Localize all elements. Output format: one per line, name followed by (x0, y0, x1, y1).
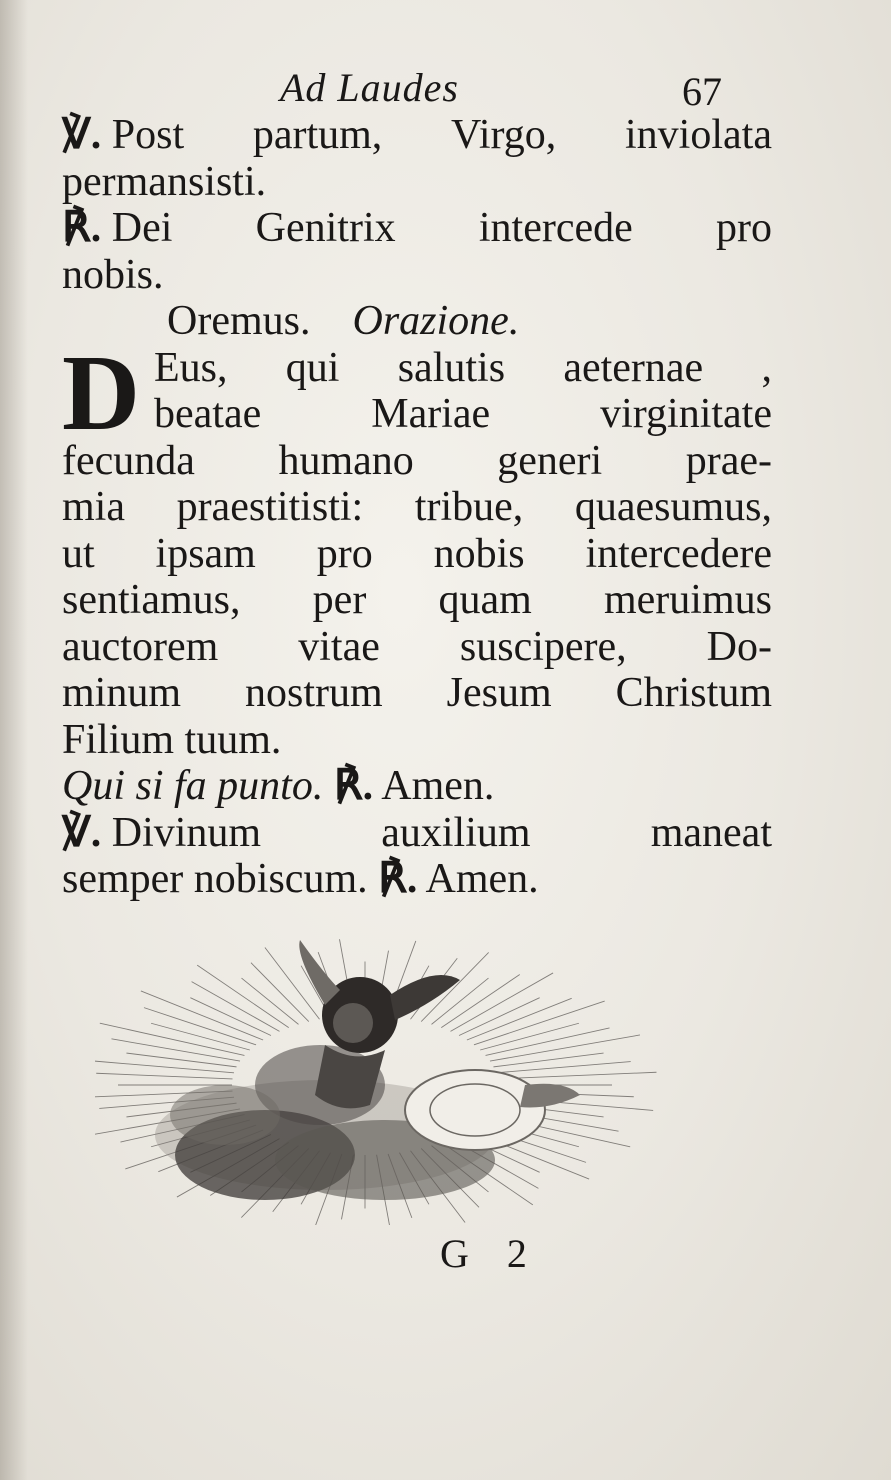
engraving-ray (467, 998, 572, 1040)
word: qui (285, 344, 340, 391)
oremus-italian: Orazione. (352, 298, 520, 344)
prayer-line-5 (62, 531, 772, 578)
word: nostrum (245, 670, 383, 716)
versicle-symbol: ℣. (62, 809, 102, 856)
word: , (761, 344, 772, 391)
versicle-symbol: ℣. (62, 112, 102, 158)
word: Jesum (446, 670, 552, 716)
word: quaesumus, (574, 484, 772, 530)
versicle-line-1 (62, 112, 772, 159)
response-line-1 (62, 205, 772, 252)
word: Mariae (371, 391, 491, 437)
prayer-line-9: Filium tuum. (62, 716, 282, 763)
spine-shadow (0, 0, 28, 1480)
prayer-line-1 (62, 345, 772, 392)
word: generi (497, 437, 603, 484)
word: Eus, (154, 344, 228, 391)
word: humano (278, 437, 414, 484)
word: nobis (433, 530, 525, 577)
word: pro (716, 205, 772, 251)
word: suscipere, (459, 623, 627, 670)
engraving-ray (100, 1023, 245, 1055)
response-symbol: ℟. (333, 763, 374, 809)
word: Do- (706, 623, 772, 670)
word: intercedere (585, 530, 772, 577)
word: prae- (685, 437, 772, 484)
word: Christum (615, 670, 772, 716)
word: inviolata (625, 112, 772, 158)
prayer-line-7 (62, 624, 772, 671)
word: Divinum (111, 809, 262, 856)
versicle2-line-1 (62, 810, 772, 857)
versicle2-text: semper nobiscum. (62, 856, 368, 902)
word: mia (62, 484, 125, 530)
engraving-ray (497, 1072, 656, 1079)
cherub-vignette-image (95, 935, 665, 1225)
word: auctorem (62, 623, 219, 670)
word: per (312, 577, 367, 623)
word: meruimus (604, 577, 772, 623)
word: pro (316, 530, 373, 577)
text-block (62, 112, 772, 903)
engraving-ray (490, 1035, 640, 1061)
word: partum, (252, 112, 383, 158)
prayer-line-3 (62, 438, 772, 485)
engraving-ray (192, 982, 280, 1032)
word: beatae (154, 391, 262, 437)
word: aeternae (563, 344, 704, 391)
word: fecunda (62, 437, 195, 484)
versicle2-line-2 (62, 856, 772, 903)
page-number: 67 (682, 69, 722, 114)
prayer-line-6 (62, 577, 772, 624)
engraving-ray (141, 991, 263, 1040)
rubric-response: Amen. (381, 763, 495, 809)
running-head: Ad Laudes (280, 65, 459, 110)
prayer-line-8 (62, 670, 772, 717)
prayer-line-4 (62, 484, 772, 531)
word: salutis (397, 344, 506, 391)
word: vitae (298, 623, 380, 670)
word: tribue, (414, 484, 524, 530)
engraving-ray (450, 973, 553, 1031)
word: sentiamus, (62, 577, 241, 623)
word: ipsam (155, 530, 256, 577)
word: quam (438, 577, 532, 623)
response-symbol: ℟. (378, 856, 418, 902)
prayer-line-2 (62, 391, 772, 438)
engraving-ray (95, 1060, 234, 1073)
word: virginitate (600, 391, 772, 437)
engraving-ray (197, 965, 289, 1028)
versicle-line-2: permansisti. (62, 158, 267, 205)
versicle2-response: Amen. (425, 856, 539, 902)
engraving-ray (251, 963, 309, 1022)
word: intercede (478, 205, 633, 251)
rubric-italic: Qui si fa punto. (62, 763, 324, 809)
response-symbol: ℟. (62, 205, 102, 251)
drop-cap: D (62, 333, 140, 453)
oremus-line (62, 298, 772, 345)
word: ut (62, 530, 95, 577)
engraving-ray (96, 1073, 232, 1079)
word: minum (62, 670, 182, 716)
response-line-2: nobis. (62, 251, 164, 298)
word: Genitrix (255, 205, 396, 251)
word: Virgo, (451, 112, 557, 158)
engraving-ray (496, 1062, 631, 1073)
word: Post (111, 112, 185, 158)
rubric-line (62, 763, 772, 810)
prayer-block (62, 333, 772, 764)
oremus-latin: Oremus. (167, 298, 311, 344)
word: praestitisti: (176, 484, 364, 530)
word: maneat (650, 809, 772, 856)
engraving-ray (474, 1001, 605, 1045)
word: auxilium (381, 809, 531, 856)
word: Dei (111, 205, 173, 251)
signature-mark: G 2 (440, 1231, 541, 1276)
